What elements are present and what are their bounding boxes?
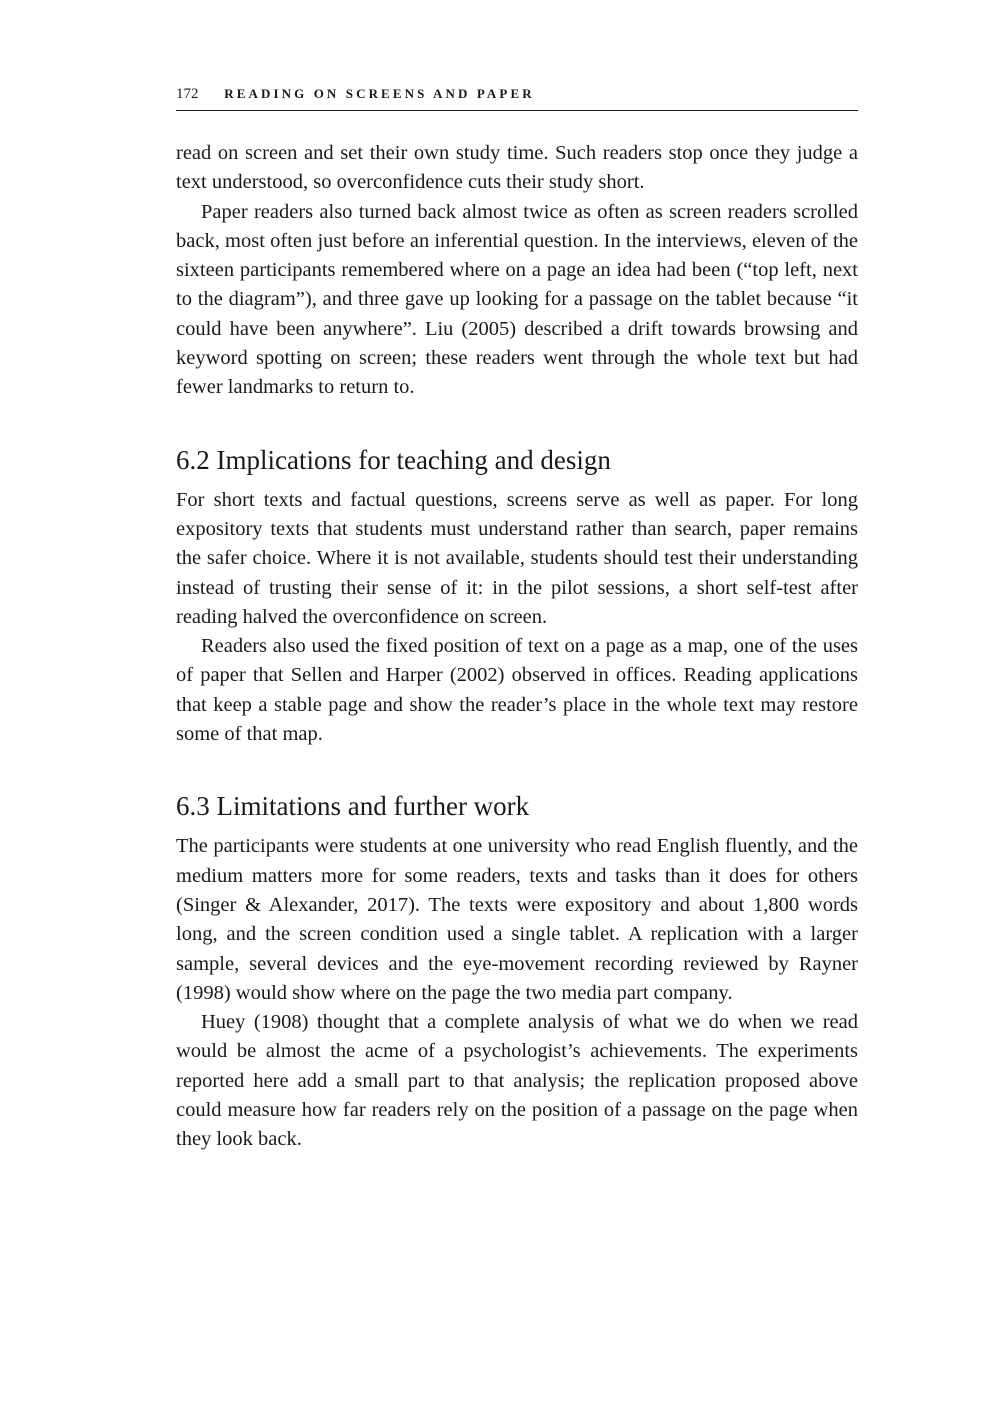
paragraph-closing: Huey (1908) thought that a complete analysis of what we do when we read would be almost the acme of a psychologist’s achievements. The experiments reported here add a small part to that analysis; the replication proposed above could measure how far readers rely on the position of a passage on the page when they look back. xyxy=(176,1011,858,1151)
paragraph-lookbacks: Paper readers also turned back almost twice as often as screen readers scrolled back, most often just before an inferential question. In the interviews, eleven of the sixteen participants remembered where on a page an idea had been (“top left, next to the diagram”), and three gave up looking for a passage on the tablet because “it could have been anywhere”. Liu (2005) described a drift towards browsing and keyword spotting on screen; these readers went through the whole text but had fewer landmarks to return to. xyxy=(176,200,858,399)
page-number: 172 xyxy=(176,86,199,102)
section-heading-6-2: 6.2 Implications for teaching and design xyxy=(176,444,611,475)
paragraph-page-map: Readers also used the fixed position of text on a page as a map, one of the uses of paper that Sellen and Harper (2002) observed in offices. Reading applications that keep a stable page and show the reader’s place in the whole text may restore some of that map. xyxy=(176,635,858,746)
running-head xyxy=(176,83,858,111)
running-title: READING ON SCREENS AND PAPER xyxy=(224,86,535,101)
paragraph-continued: read on screen and set their own study time. Such readers stop once they judge a text understood, so overconfidence cuts their study short. xyxy=(176,142,858,194)
paragraph-limitations: The participants were students at one university who read English fluently, and the medium matters more for some readers, texts and tasks than it does for others (Singer & Alexander, 2017). The texts were expository and about 1,800 words long, and the screen condition used a single tablet. A replication with a larger sample, several devices and the eye-movement recording reviewed by Rayner (1998) would show where on the page the two media part company. xyxy=(176,835,858,1004)
section-heading-6-3: 6.3 Limitations and further work xyxy=(176,791,530,822)
paragraph-implications: For short texts and factual questions, screens serve as well as paper. For long expository texts that students must understand rather than search, paper remains the safer choice. Where it is not available, students should test their understanding instead of trusting their sense of it: in the pilot sessions, a short self-test after reading halved the overconfidence on screen. xyxy=(176,488,858,628)
page-body xyxy=(176,139,858,1155)
